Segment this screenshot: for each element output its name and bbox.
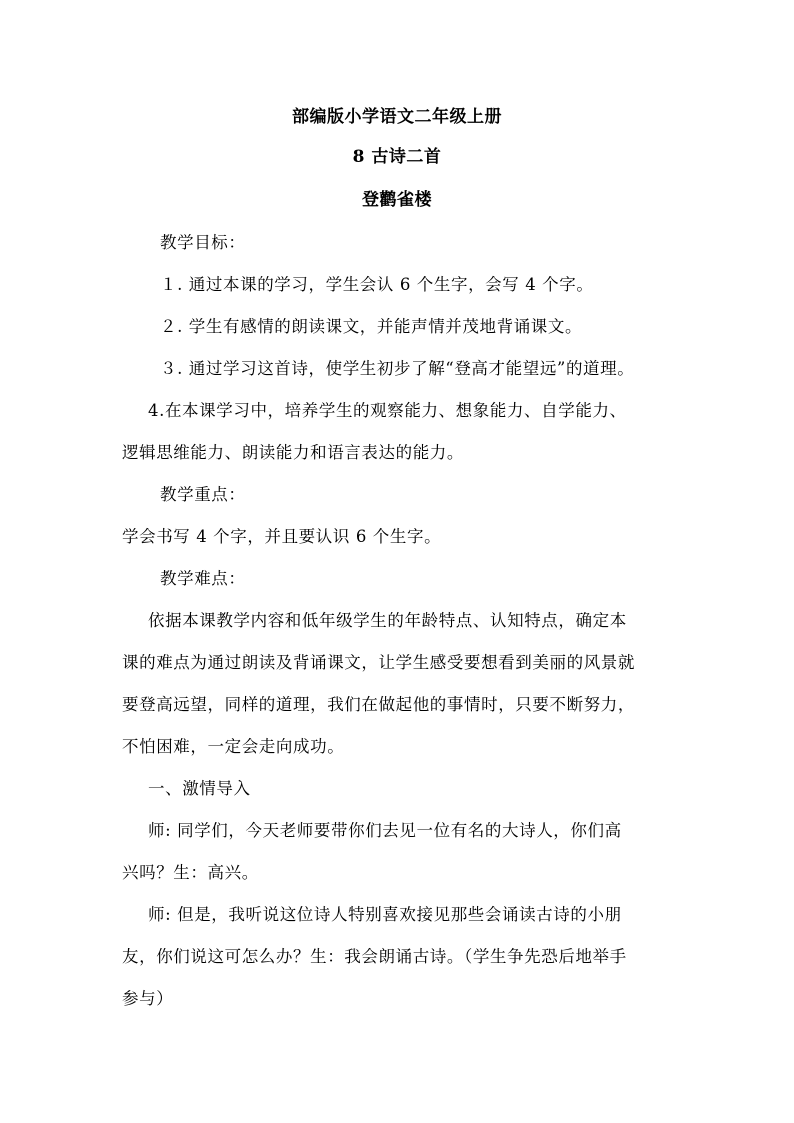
section-heading-objectives: 教学目标： (160, 233, 246, 252)
dialogue-line-continuation: 兴吗？生：高兴。 (122, 863, 259, 882)
dialogue-line-continuation: 参与） (122, 989, 174, 1008)
difficulties-line: 要登高远望，同样的道理，我们在做起他的事情时，只要不断努力， (122, 695, 635, 714)
dialogue-line: 师: 但是，我听说这位诗人特别喜欢接见那些会诵读古诗的小朋 (148, 905, 622, 924)
dialogue-line-continuation: 友，你们说这可怎么办？生：我会朗诵古诗。（学生争先恐后地举手 (122, 947, 627, 966)
difficulties-line: 课的难点为通过朗读及背诵课文，让学生感受要想看到美丽的风景就 (122, 653, 635, 672)
difficulties-line: 不怕困难，一定会走向成功。 (122, 737, 345, 756)
section-heading-difficulties: 教学难点： (160, 569, 246, 588)
objective-line: ２. 学生有感情的朗读课文，并能声情并茂地背诵课文。 (160, 317, 583, 336)
objective-line: １. 通过本课的学习，学生会认 6 个生字，会写 4 个字。 (160, 275, 594, 294)
section-heading-key-points: 教学重点： (160, 485, 246, 504)
objective-line: ３. 通过学习这首诗，使学生初步了解“登高才能望远”的道理。 (160, 359, 635, 378)
objective-line: 4.在本课学习中，培养学生的观察能力、想象能力、自学能力、 (148, 401, 627, 420)
lesson-title: 8 古诗二首 (352, 147, 442, 167)
poem-title: 登鹳雀楼 (362, 190, 432, 210)
dialogue-line: 师: 同学们，今天老师要带你们去见一位有名的大诗人，你们高 (148, 821, 622, 840)
key-points-line: 学会书写 4 个字，并且要认识 6 个生字。 (122, 527, 442, 546)
objective-line-continuation: 逻辑思维能力、朗读能力和语言表达的能力。 (122, 443, 464, 462)
section-heading-intro: 一、激情导入 (148, 779, 251, 798)
difficulties-line: 依据本课教学内容和低年级学生的年龄特点、认知特点，确定本 (148, 611, 627, 630)
document-title: 部编版小学语文二年级上册 (292, 107, 502, 127)
